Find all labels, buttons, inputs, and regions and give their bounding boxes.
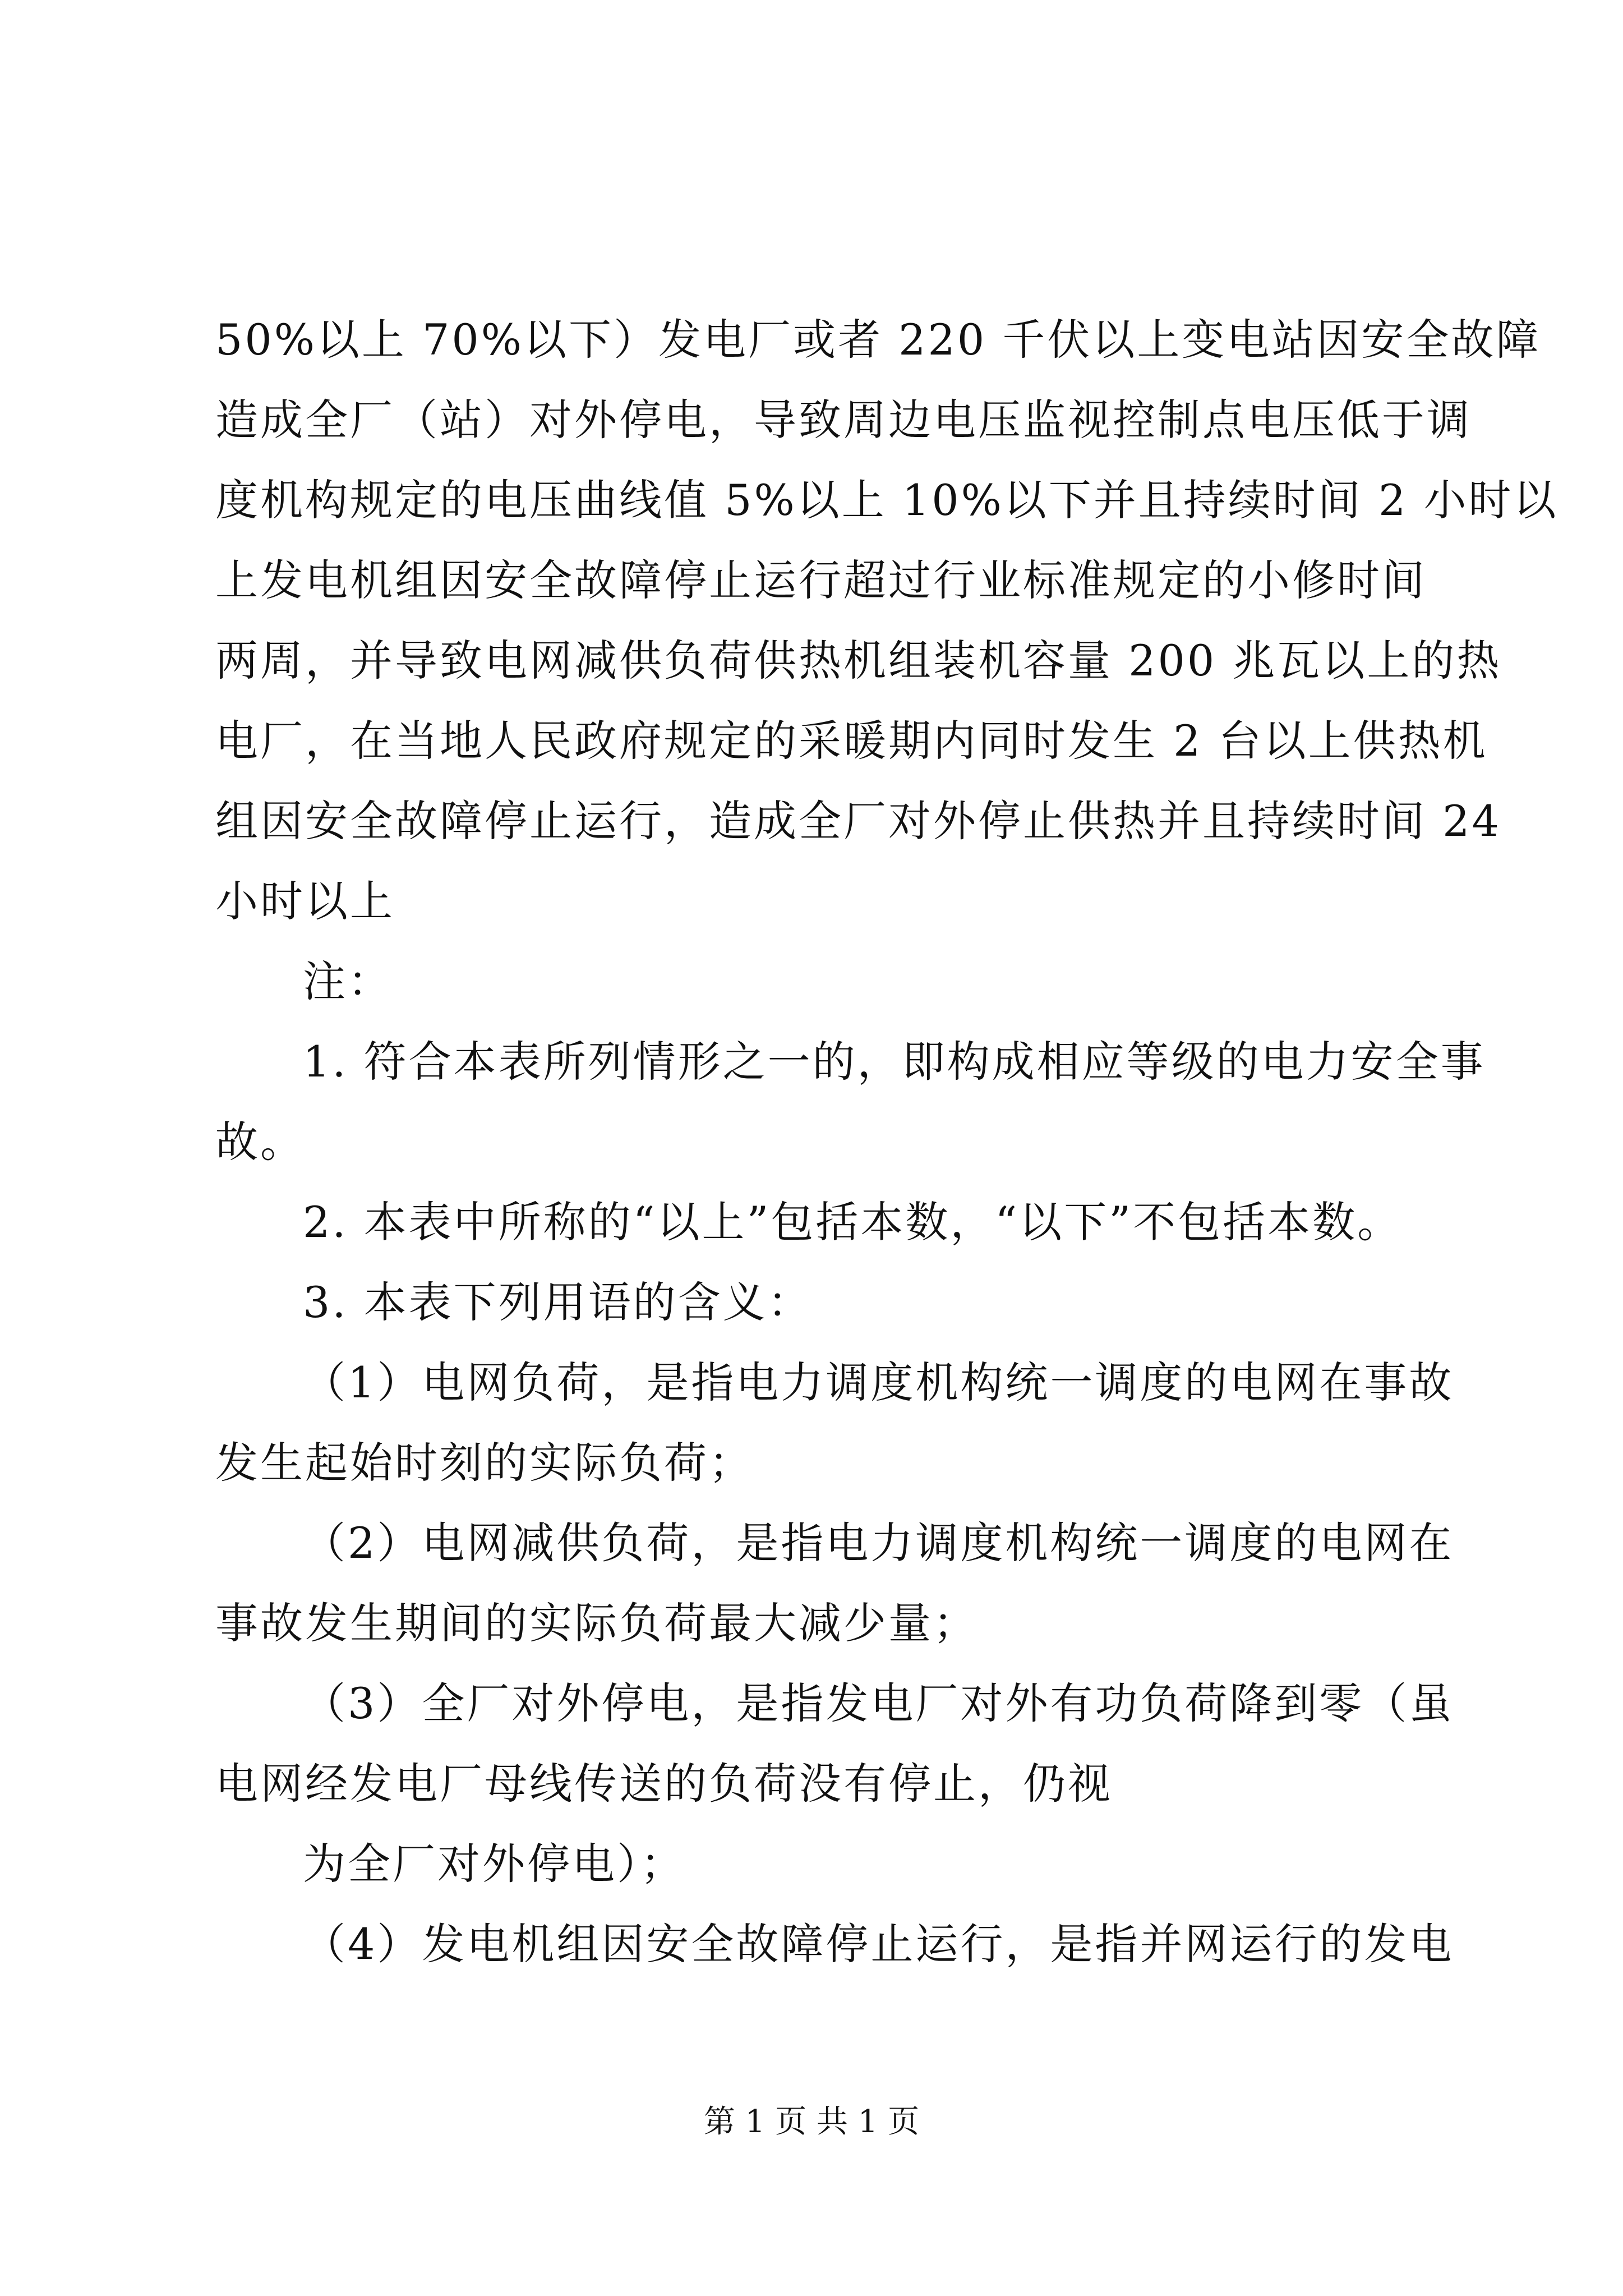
note-2: 2. 本表中所称的“以上”包括本数，“以下”不包括本数。 bbox=[303, 1197, 1403, 1247]
definition-1-line-2: 发生起始时刻的实际负荷； bbox=[215, 1438, 754, 1488]
body-line-8: 小时以上 bbox=[215, 876, 395, 926]
body-line-1: 50%以上 70%以下）发电厂或者 220 千伏以上变电站因安全故障 bbox=[215, 315, 1541, 365]
definition-3-line-2: 电网经发电厂母线传送的负荷没有停止，仍视 bbox=[215, 1759, 1113, 1809]
body-line-7: 组因安全故障停止运行，造成全厂对外停止供热并且持续时间 24 bbox=[215, 796, 1501, 846]
note-1-line-1: 1. 符合本表所列情形之一的，即构成相应等级的电力安全事 bbox=[303, 1037, 1486, 1087]
note-1-line-2: 故。 bbox=[215, 1117, 305, 1167]
definition-3-line-1: （3）全厂对外停电，是指发电厂对外有功负荷降到零（虽 bbox=[303, 1678, 1454, 1728]
body-line-5: 两周，并导致电网减供负荷供热机组装机容量 200 兆瓦以上的热 bbox=[215, 636, 1502, 685]
body-line-2: 造成全厂（站）对外停电，导致周边电压监视控制点电压低于调 bbox=[215, 395, 1472, 445]
body-line-3: 度机构规定的电压曲线值 5%以上 10%以下并且持续时间 2 小时以 bbox=[215, 475, 1559, 525]
body-line-6: 电厂，在当地人民政府规定的采暖期内同时发生 2 台以上供热机 bbox=[215, 716, 1488, 766]
page-footer: 第 1 页 共 1 页 bbox=[703, 2104, 920, 2140]
definition-2-line-1: （2）电网减供负荷，是指电力调度机构统一调度的电网在 bbox=[303, 1518, 1454, 1568]
body-line-4: 上发电机组因安全故障停止运行超过行业标准规定的小修时间 bbox=[215, 555, 1427, 605]
definition-1-line-1: （1）电网负荷，是指电力调度机构统一调度的电网在事故 bbox=[303, 1358, 1454, 1407]
note-3: 3. 本表下列用语的含义： bbox=[303, 1277, 813, 1327]
definition-3-line-3: 为全厂对外停电）； bbox=[303, 1839, 685, 1889]
definition-2-line-2: 事故发生期间的实际负荷最大减少量； bbox=[215, 1598, 978, 1648]
note-heading: 注： bbox=[303, 956, 393, 1006]
definition-4-line-1: （4）发电机组因安全故障停止运行，是指并网运行的发电 bbox=[303, 1919, 1454, 1969]
